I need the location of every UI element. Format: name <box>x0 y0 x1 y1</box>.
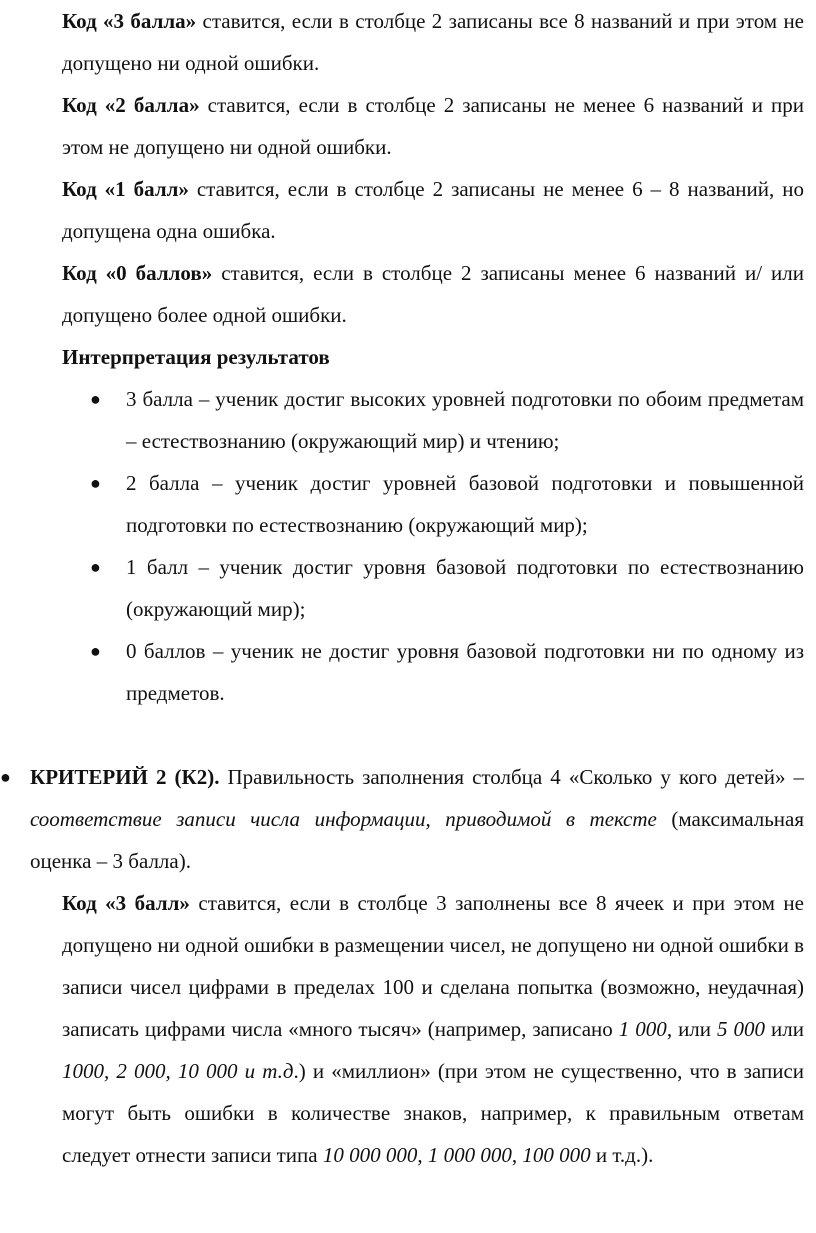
list-item: ● 0 баллов – ученик не достиг уровня базовой подготовки ни по одному из предметов. <box>0 630 816 714</box>
interpretation-heading: Интерпретация результатов <box>62 345 330 369</box>
interpretation-list <box>0 378 816 714</box>
code-description: ставится, если в столбце 2 записаны не менее 6 – 8 названий, но допущена одна ошибка. <box>62 177 804 243</box>
list-item: ● 1 балл – ученик достиг уровня базовой подготовки по естествознанию (окружающий мир); <box>0 546 816 630</box>
code-0-points-paragraph <box>0 252 816 336</box>
bullet-icon: ● <box>90 473 101 493</box>
criterion-italic: соответствие записи числа информации, приводимой в тексте <box>30 807 657 831</box>
code-label: Код «3 балл» <box>62 891 190 915</box>
bullet-icon: ● <box>90 389 101 409</box>
bullet-icon: ● <box>90 641 101 661</box>
code-2-points-paragraph <box>0 84 816 168</box>
criterion-label: КРИТЕРИЙ 2 (К2). <box>30 765 220 789</box>
criterion-2-code-3-paragraph: Код «3 балл» ставится, если в столбце 3 заполнены все 8 ячеек и при этом не допущено ни одной ошибки в размещении чисел, не допущено ни одной ошибки в записи чисел цифрами в пределах 100 и сделана попытка (возможно, неудачная) записать цифрами числа «много тысяч» (например, записано 1 000, или 5 000 или 1000, 2 000, 10 000 и т.д.) и «миллион» (при этом не существенно, что в записи могут быть ошибки в количестве знаков, например, к правильным ответам следует отнести записи типа 10 000 000, 1 000 000, 100 000 и т.д.). <box>62 891 805 1167</box>
spacer <box>0 714 816 756</box>
list-item: ● 2 балла – ученик достиг уровней базовой подготовки и повышенной подготовки по естествознанию (окружающий мир); <box>0 462 816 546</box>
code-description: ставится, если в столбце 2 записаны все 8 названий и при этом не допущено ни одной ошибки. <box>62 9 805 75</box>
criterion-2-paragraph: ● КРИТЕРИЙ 2 (К2). Правильность заполнения столбца 4 «Сколько у кого детей» – соответствие записи числа информации, приводимой в тексте (максимальная оценка – 3 балла). <box>0 756 816 882</box>
code-description: ставится, если в столбце 2 записаны не менее 6 названий и при этом не допущено ни одной ошибки. <box>62 93 804 159</box>
code-label: Код «0 баллов» <box>62 261 213 285</box>
code-label: Код «3 балла» <box>62 9 197 33</box>
code-1-point-paragraph <box>0 168 816 252</box>
bullet-icon: ● <box>90 557 101 577</box>
code-description: ставится, если в столбце 2 записаны менее 6 названий и/ или допущено более одной ошибки. <box>62 261 805 327</box>
bullet-icon: ● <box>0 767 11 787</box>
code-3-points-paragraph <box>0 0 816 84</box>
code-label: Код «2 балла» <box>62 93 200 117</box>
list-item: ● 3 балла – ученик достиг высоких уровней подготовки по обоим предметам – естествознанию (окружающий мир) и чтению; <box>0 378 816 462</box>
code-label: Код «1 балл» <box>62 177 189 201</box>
